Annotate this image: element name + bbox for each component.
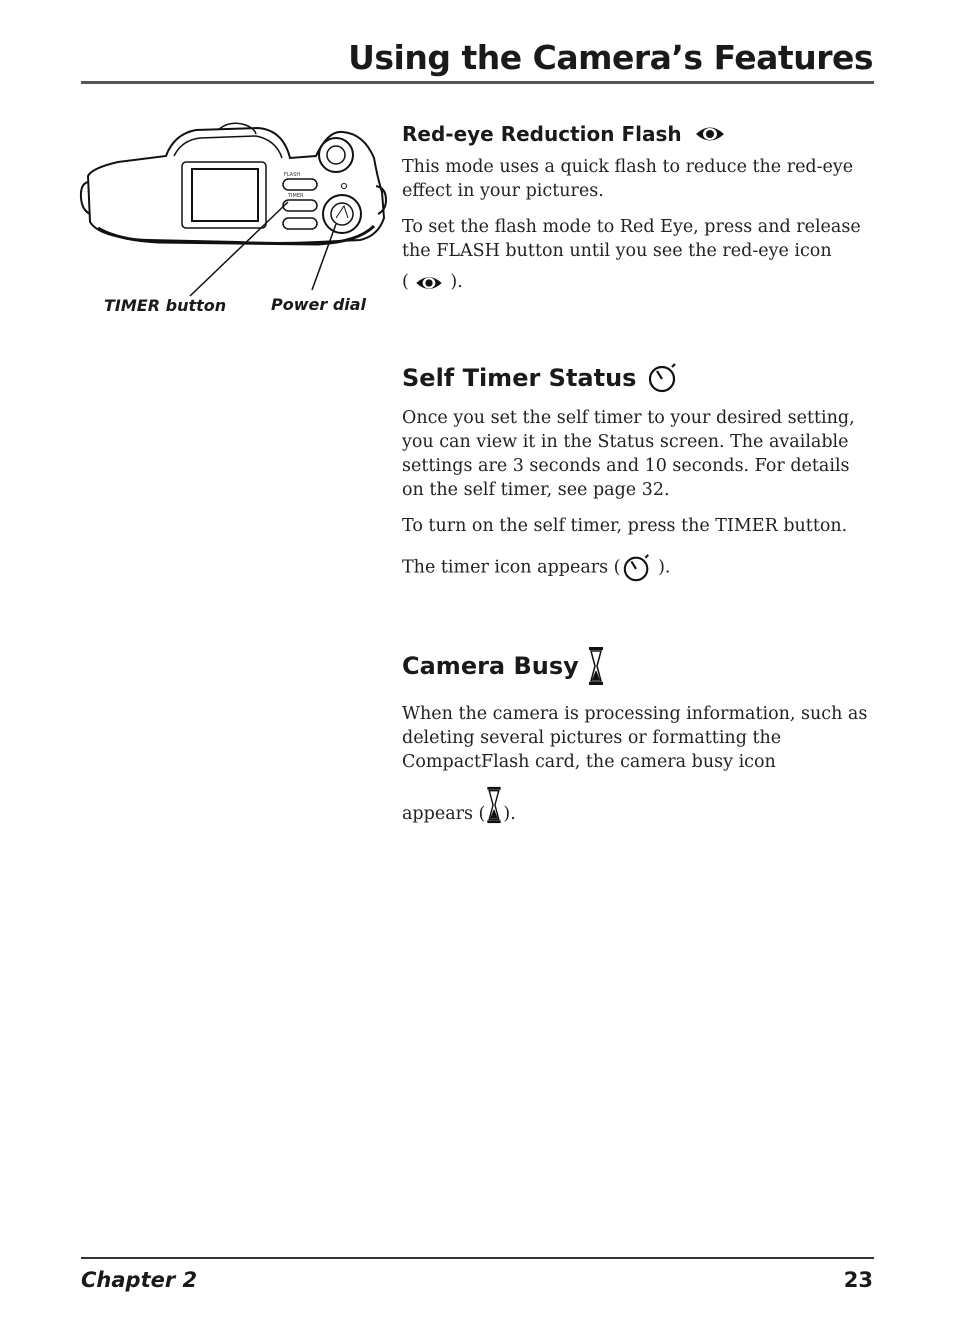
redeye-paragraph-1: This mode uses a quick flash to reduce the red-eye effect in your pictures. bbox=[402, 157, 854, 201]
redeye-paragraph-2: To set the flash mode to Red Eye, press and release the FLASH button until you see the red-eye icon bbox=[402, 217, 861, 261]
self-timer-icon-line-before: The timer icon appears ( bbox=[402, 557, 621, 578]
camera-busy-heading bbox=[402, 645, 605, 687]
header-rule bbox=[81, 81, 874, 84]
chapter-label: Chapter 2 bbox=[81, 1268, 198, 1292]
page-number: 23 bbox=[843, 1268, 873, 1292]
power-dial-callout: Power dial bbox=[271, 295, 367, 314]
redeye-icon-line bbox=[402, 270, 874, 294]
timer-icon bbox=[646, 362, 680, 394]
footer-rule bbox=[81, 1257, 874, 1259]
self-timer-paragraph-1: Once you set the self timer to your desired setting, you can view it in the Status screen. The available settings are 3 seconds and 10 seconds. For details on the self timer, see page 32. bbox=[402, 408, 855, 500]
redeye-icon-line-before: ( bbox=[402, 272, 409, 292]
self-timer-icon-line bbox=[402, 553, 874, 583]
timer-button-label: TIMER bbox=[288, 193, 304, 199]
hourglass-icon bbox=[485, 785, 503, 825]
camera-busy-icon-line-before: appears ( bbox=[402, 804, 486, 824]
self-timer-icon-line-after: ). bbox=[652, 557, 671, 578]
camera-busy-paragraph-1: When the camera is processing information, such as deleting several pictures or formatting the CompactFlash card, the camera busy icon bbox=[402, 704, 868, 772]
timer-icon bbox=[621, 553, 653, 583]
self-timer-heading-text: Self Timer Status bbox=[402, 364, 637, 392]
camera-busy-heading-text: Camera Busy bbox=[402, 652, 579, 680]
redeye-icon-line-after: ). bbox=[444, 272, 463, 292]
timer-button-callout: TIMER button bbox=[104, 296, 227, 315]
eye-icon bbox=[694, 123, 726, 145]
camera-busy-icon-line-after: ). bbox=[503, 804, 516, 824]
redeye-heading bbox=[402, 122, 726, 146]
flash-button-label: FLASH bbox=[284, 172, 301, 178]
eye-icon bbox=[413, 273, 445, 293]
self-timer-heading bbox=[402, 362, 680, 394]
page-title: Using the Camera’s Features bbox=[348, 38, 873, 77]
camera-illustration bbox=[78, 118, 390, 323]
camera-busy-icon-line bbox=[402, 785, 874, 826]
redeye-heading-text: Red-eye Reduction Flash bbox=[402, 122, 682, 146]
hourglass-icon bbox=[587, 645, 605, 687]
self-timer-paragraph-2: To turn on the self timer, press the TIMER button. bbox=[402, 516, 848, 536]
